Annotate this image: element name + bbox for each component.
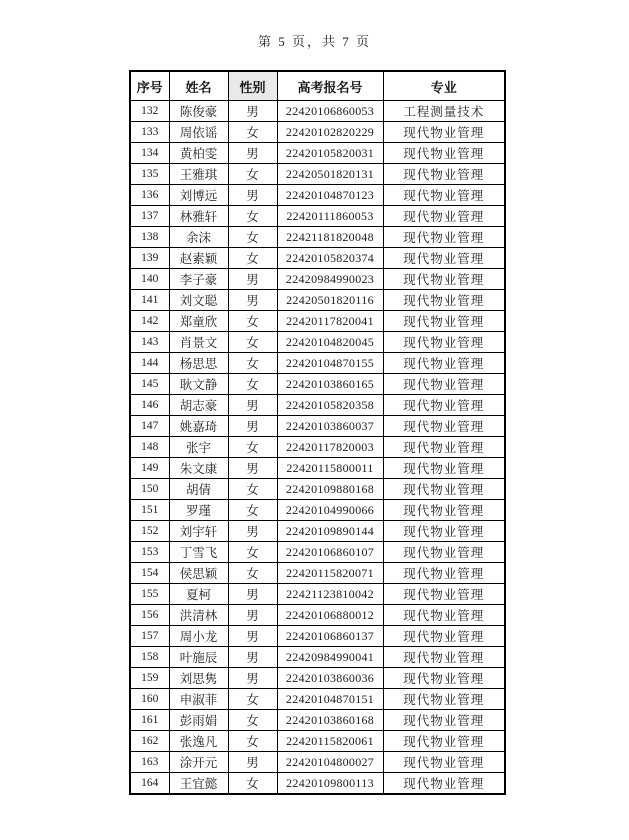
table-row <box>130 710 505 731</box>
cell-name: 涂开元 <box>169 752 228 773</box>
cell-exam-id: 22420104800027 <box>277 752 383 773</box>
table-row <box>130 374 505 395</box>
cell-serial: 140 <box>130 269 169 290</box>
table-row <box>130 521 505 542</box>
cell-serial: 135 <box>130 164 169 185</box>
cell-serial: 159 <box>130 668 169 689</box>
cell-exam-id: 22420115820071 <box>277 563 383 584</box>
cell-serial: 151 <box>130 500 169 521</box>
cell-major: 现代物业管理 <box>383 269 505 290</box>
cell-major: 现代物业管理 <box>383 143 505 164</box>
cell-name: 侯思颖 <box>169 563 228 584</box>
cell-name: 张逸凡 <box>169 731 228 752</box>
cell-name: 丁雪飞 <box>169 542 228 563</box>
cell-major: 现代物业管理 <box>383 164 505 185</box>
cell-major: 现代物业管理 <box>383 227 505 248</box>
cell-gender: 男 <box>228 395 277 416</box>
cell-name: 王雅琪 <box>169 164 228 185</box>
cell-gender: 女 <box>228 164 277 185</box>
cell-major: 现代物业管理 <box>383 605 505 626</box>
table-row <box>130 647 505 668</box>
cell-major: 现代物业管理 <box>383 437 505 458</box>
cell-gender: 女 <box>228 689 277 710</box>
cell-gender: 女 <box>228 206 277 227</box>
table-row <box>130 395 505 416</box>
cell-name: 周小龙 <box>169 626 228 647</box>
cell-gender: 女 <box>228 437 277 458</box>
cell-serial: 156 <box>130 605 169 626</box>
table-row <box>130 584 505 605</box>
cell-gender: 女 <box>228 227 277 248</box>
cell-major: 现代物业管理 <box>383 122 505 143</box>
table-row <box>130 227 505 248</box>
table-row <box>130 437 505 458</box>
cell-gender: 男 <box>228 416 277 437</box>
table-row <box>130 185 505 206</box>
table-row <box>130 458 505 479</box>
cell-name: 林雅轩 <box>169 206 228 227</box>
cell-gender: 男 <box>228 269 277 290</box>
cell-exam-id: 22420102820229 <box>277 122 383 143</box>
table-row <box>130 731 505 752</box>
cell-exam-id: 22420117820003 <box>277 437 383 458</box>
cell-name: 黄柏雯 <box>169 143 228 164</box>
cell-serial: 152 <box>130 521 169 542</box>
cell-serial: 143 <box>130 332 169 353</box>
cell-name: 姚嘉琦 <box>169 416 228 437</box>
cell-serial: 136 <box>130 185 169 206</box>
cell-major: 现代物业管理 <box>383 290 505 311</box>
cell-gender: 女 <box>228 374 277 395</box>
cell-serial: 142 <box>130 311 169 332</box>
cell-gender: 女 <box>228 332 277 353</box>
cell-serial: 157 <box>130 626 169 647</box>
cell-exam-id: 22420501820131 <box>277 164 383 185</box>
cell-gender: 男 <box>228 626 277 647</box>
cell-gender: 女 <box>228 773 277 795</box>
cell-major: 现代物业管理 <box>383 668 505 689</box>
cell-major: 现代物业管理 <box>383 248 505 269</box>
cell-name: 肖景文 <box>169 332 228 353</box>
cell-name: 王宜懿 <box>169 773 228 795</box>
cell-major: 现代物业管理 <box>383 206 505 227</box>
cell-name: 罗瑾 <box>169 500 228 521</box>
cell-serial: 132 <box>130 101 169 122</box>
cell-exam-id: 22420106880012 <box>277 605 383 626</box>
cell-gender: 男 <box>228 143 277 164</box>
cell-serial: 154 <box>130 563 169 584</box>
cell-serial: 144 <box>130 353 169 374</box>
cell-gender: 女 <box>228 353 277 374</box>
table-row <box>130 668 505 689</box>
table-row <box>130 290 505 311</box>
cell-gender: 女 <box>228 311 277 332</box>
cell-name: 胡志豪 <box>169 395 228 416</box>
cell-major: 现代物业管理 <box>383 479 505 500</box>
cell-name: 洪清林 <box>169 605 228 626</box>
table-row <box>130 752 505 773</box>
table-row <box>130 332 505 353</box>
cell-name: 郑童欣 <box>169 311 228 332</box>
table-row <box>130 311 505 332</box>
cell-gender: 男 <box>228 752 277 773</box>
cell-exam-id: 22420109800113 <box>277 773 383 795</box>
cell-major: 现代物业管理 <box>383 500 505 521</box>
column-header-serial: 序号 <box>130 71 169 101</box>
cell-major: 现代物业管理 <box>383 332 505 353</box>
cell-gender: 男 <box>228 668 277 689</box>
cell-gender: 男 <box>228 290 277 311</box>
cell-exam-id: 22420103860036 <box>277 668 383 689</box>
cell-serial: 160 <box>130 689 169 710</box>
cell-gender: 男 <box>228 521 277 542</box>
table-row <box>130 626 505 647</box>
cell-gender: 女 <box>228 500 277 521</box>
cell-exam-id: 22420104870123 <box>277 185 383 206</box>
cell-name: 周依谣 <box>169 122 228 143</box>
cell-name: 张宇 <box>169 437 228 458</box>
table-row <box>130 416 505 437</box>
cell-serial: 155 <box>130 584 169 605</box>
cell-gender: 男 <box>228 647 277 668</box>
cell-major: 现代物业管理 <box>383 731 505 752</box>
cell-name: 余沫 <box>169 227 228 248</box>
cell-gender: 男 <box>228 458 277 479</box>
cell-exam-id: 22420115800011 <box>277 458 383 479</box>
cell-name: 杨思思 <box>169 353 228 374</box>
cell-major: 现代物业管理 <box>383 773 505 795</box>
table-row <box>130 206 505 227</box>
cell-exam-id: 22420103860037 <box>277 416 383 437</box>
cell-major: 现代物业管理 <box>383 584 505 605</box>
cell-exam-id: 22420109890144 <box>277 521 383 542</box>
cell-gender: 女 <box>228 122 277 143</box>
cell-serial: 138 <box>130 227 169 248</box>
cell-major: 现代物业管理 <box>383 626 505 647</box>
cell-name: 赵素颖 <box>169 248 228 269</box>
cell-serial: 146 <box>130 395 169 416</box>
cell-name: 李子豪 <box>169 269 228 290</box>
cell-exam-id: 22420984990023 <box>277 269 383 290</box>
cell-major: 工程测量技术 <box>383 101 505 122</box>
cell-exam-id: 22420106860053 <box>277 101 383 122</box>
cell-gender: 女 <box>228 563 277 584</box>
cell-exam-id: 22420104990066 <box>277 500 383 521</box>
table-row <box>130 773 505 795</box>
cell-gender: 女 <box>228 248 277 269</box>
cell-serial: 164 <box>130 773 169 795</box>
cell-name: 刘思隽 <box>169 668 228 689</box>
cell-serial: 145 <box>130 374 169 395</box>
cell-name: 朱文康 <box>169 458 228 479</box>
cell-gender: 女 <box>228 542 277 563</box>
cell-exam-id: 22420501820116 <box>277 290 383 311</box>
table-row <box>130 353 505 374</box>
cell-name: 刘文聪 <box>169 290 228 311</box>
column-header-gender: 性别 <box>228 71 277 101</box>
cell-exam-id: 22420111860053 <box>277 206 383 227</box>
cell-name: 夏柯 <box>169 584 228 605</box>
table-header-row <box>130 71 505 101</box>
table-row <box>130 542 505 563</box>
cell-exam-id: 22420105820031 <box>277 143 383 164</box>
cell-gender: 男 <box>228 584 277 605</box>
cell-exam-id: 22420104870155 <box>277 353 383 374</box>
page-number-header: 第 5 页，共 7 页 <box>257 34 371 49</box>
cell-major: 现代物业管理 <box>383 563 505 584</box>
cell-major: 现代物业管理 <box>383 458 505 479</box>
column-header-major: 专业 <box>383 71 505 101</box>
cell-major: 现代物业管理 <box>383 689 505 710</box>
cell-serial: 148 <box>130 437 169 458</box>
cell-exam-id: 22420106860107 <box>277 542 383 563</box>
cell-major: 现代物业管理 <box>383 185 505 206</box>
table-row <box>130 101 505 122</box>
cell-name: 刘宇轩 <box>169 521 228 542</box>
cell-serial: 158 <box>130 647 169 668</box>
table-row <box>130 500 505 521</box>
column-header-exam-id: 高考报名号 <box>277 71 383 101</box>
cell-serial: 150 <box>130 479 169 500</box>
table-row <box>130 689 505 710</box>
cell-name: 刘博远 <box>169 185 228 206</box>
cell-major: 现代物业管理 <box>383 416 505 437</box>
cell-major: 现代物业管理 <box>383 752 505 773</box>
cell-major: 现代物业管理 <box>383 311 505 332</box>
cell-major: 现代物业管理 <box>383 395 505 416</box>
cell-major: 现代物业管理 <box>383 710 505 731</box>
cell-serial: 149 <box>130 458 169 479</box>
table-row <box>130 143 505 164</box>
cell-gender: 男 <box>228 185 277 206</box>
cell-exam-id: 22421181820048 <box>277 227 383 248</box>
column-header-name: 姓名 <box>169 71 228 101</box>
cell-gender: 男 <box>228 605 277 626</box>
cell-exam-id: 22420117820041 <box>277 311 383 332</box>
table-row <box>130 563 505 584</box>
table-row <box>130 164 505 185</box>
cell-serial: 133 <box>130 122 169 143</box>
cell-exam-id: 22420106860137 <box>277 626 383 647</box>
cell-gender: 女 <box>228 479 277 500</box>
cell-gender: 女 <box>228 710 277 731</box>
table-row <box>130 269 505 290</box>
cell-major: 现代物业管理 <box>383 374 505 395</box>
table-row <box>130 122 505 143</box>
cell-major: 现代物业管理 <box>383 542 505 563</box>
cell-serial: 153 <box>130 542 169 563</box>
cell-serial: 134 <box>130 143 169 164</box>
cell-exam-id: 22420103860165 <box>277 374 383 395</box>
table-row <box>130 479 505 500</box>
cell-serial: 141 <box>130 290 169 311</box>
cell-exam-id: 22421123810042 <box>277 584 383 605</box>
cell-name: 胡倩 <box>169 479 228 500</box>
table-body <box>130 101 505 795</box>
cell-exam-id: 22420109880168 <box>277 479 383 500</box>
cell-exam-id: 22420103860168 <box>277 710 383 731</box>
cell-serial: 161 <box>130 710 169 731</box>
cell-name: 申淑菲 <box>169 689 228 710</box>
student-roster-table <box>129 70 506 795</box>
cell-exam-id: 22420105820358 <box>277 395 383 416</box>
table-row <box>130 248 505 269</box>
cell-major: 现代物业管理 <box>383 647 505 668</box>
cell-exam-id: 22420104820045 <box>277 332 383 353</box>
cell-major: 现代物业管理 <box>383 353 505 374</box>
cell-major: 现代物业管理 <box>383 521 505 542</box>
cell-exam-id: 22420115820061 <box>277 731 383 752</box>
cell-gender: 女 <box>228 731 277 752</box>
cell-name: 叶施辰 <box>169 647 228 668</box>
cell-name: 耿文静 <box>169 374 228 395</box>
cell-serial: 162 <box>130 731 169 752</box>
cell-name: 彭雨娟 <box>169 710 228 731</box>
cell-exam-id: 22420984990041 <box>277 647 383 668</box>
cell-name: 陈俊豪 <box>169 101 228 122</box>
cell-serial: 163 <box>130 752 169 773</box>
cell-exam-id: 22420105820374 <box>277 248 383 269</box>
cell-serial: 137 <box>130 206 169 227</box>
cell-serial: 147 <box>130 416 169 437</box>
cell-exam-id: 22420104870151 <box>277 689 383 710</box>
cell-serial: 139 <box>130 248 169 269</box>
table-row <box>130 605 505 626</box>
cell-gender: 男 <box>228 101 277 122</box>
